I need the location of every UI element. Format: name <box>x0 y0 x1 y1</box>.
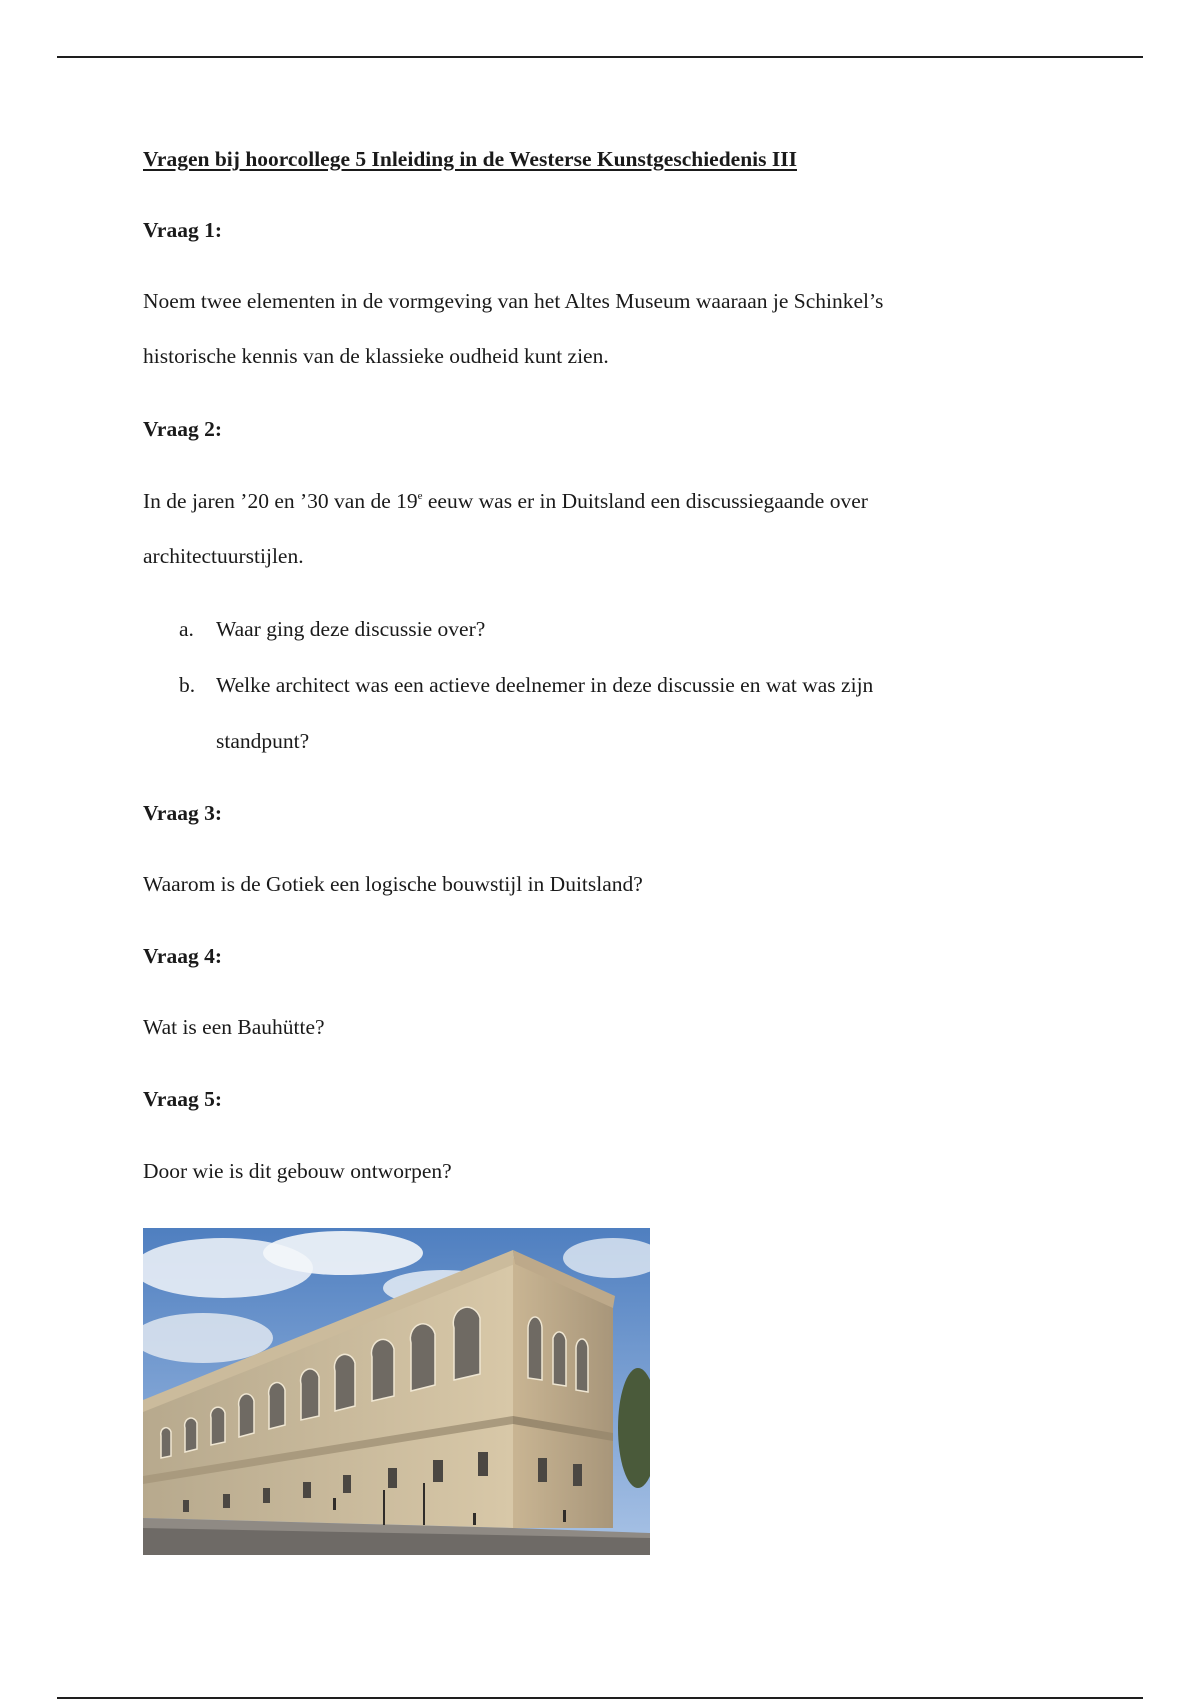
question-2-text-line-2: architectuurstijlen. <box>143 544 304 568</box>
question-4-heading: Vraag 4: <box>143 944 223 968</box>
question-1-text-line-1: Noem twee elementen in de vormgeving van het Altes Museum waaraan je Schinkel’s <box>143 289 884 313</box>
list-item-b-continued: standpunt? <box>216 729 310 753</box>
question-3-heading: Vraag 3: <box>143 801 223 825</box>
building-photo <box>143 1228 650 1555</box>
question-3-text: Waarom is de Gotiek een logische bouwstijl in Duitsland? <box>143 872 643 896</box>
question-4-text: Wat is een Bauhütte? <box>143 1015 325 1039</box>
list-marker-a: a. <box>179 617 194 641</box>
list-item-a: Waar ging deze discussie over? <box>216 617 486 641</box>
question-2-text-line-1: In de jaren ’20 en ’30 van de 19e eeuw was er in Duitsland een discussiegaande over <box>143 489 868 513</box>
question-5-heading: Vraag 5: <box>143 1087 223 1111</box>
document-title: Vragen bij hoorcollege 5 Inleiding in de Westerse Kunstgeschiedenis III <box>143 147 797 171</box>
question-2-heading: Vraag 2: <box>143 417 223 441</box>
question-5-text: Door wie is dit gebouw ontworpen? <box>143 1159 452 1183</box>
list-marker-b: b. <box>179 673 196 697</box>
question-1-text-line-2: historische kennis van de klassieke oudheid kunt zien. <box>143 344 609 368</box>
list-item-b: Welke architect was een actieve deelnemer in deze discussie en wat was zijn <box>216 673 874 697</box>
bottom-rule <box>57 1697 1143 1699</box>
top-rule <box>57 56 1143 58</box>
question-1-heading: Vraag 1: <box>143 218 223 242</box>
